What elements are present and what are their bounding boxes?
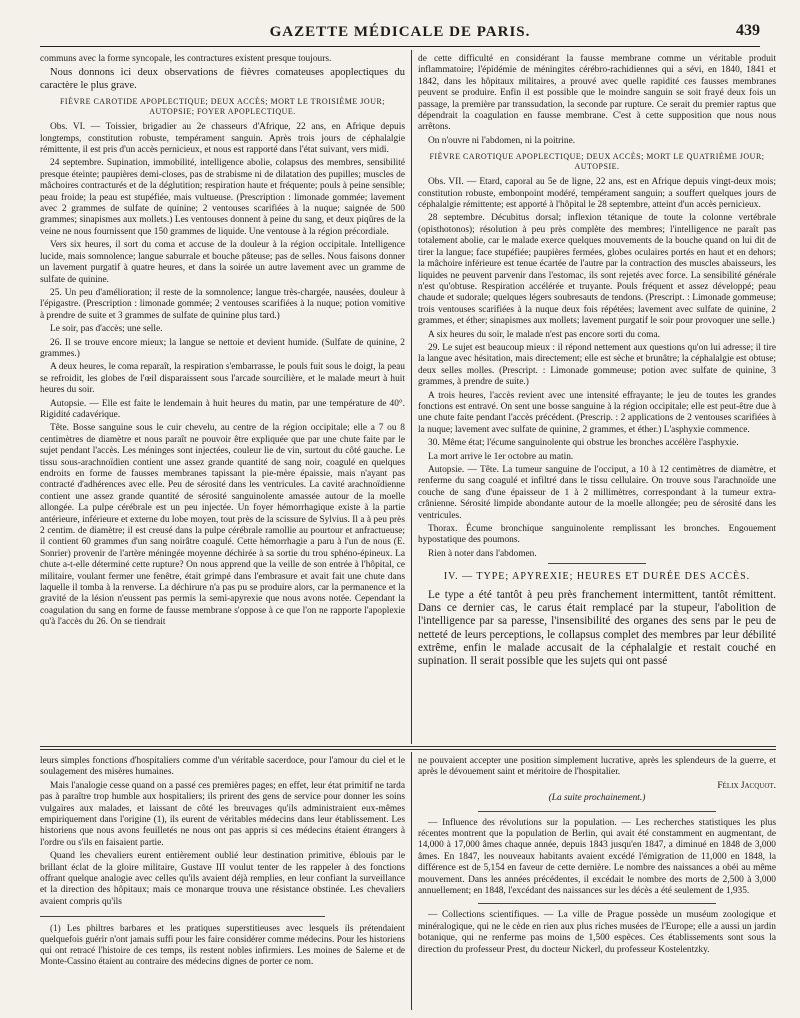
intro-paragraph: Nous donnons ici deux observations de fièvres comateuses apoplectiques du caractère le plus grave. — [40, 67, 405, 91]
paragraph: A trois heures, l'accès revient avec une intensité effrayante; le jeu de toutes les grandes fonctions est entravé. On sent une bosse sanguine à la région occipitale; elle est peut-être due à une chute faite pendant l'accès précédent. (Prescrip. : 2 applications de 2 ventouses scarifiées à la nuque; lavement avec sulfate de quinine, 2 grammes, et éther.) L'asphyxie commence. — [418, 390, 776, 435]
news-item: — Collections scientifiques. — La ville de Prague possède un muséum zoologique et minéralogique, qui ne le cède en rien aux plus riches musées de l'Europe; elle a aussi un jardin botanique, qui ne renferme pas moins de 1,500 espèces. Ces établissements sont sous la direction du professeur Prest, du docteur Nickerl, du professeur Kostelentzky. — [418, 910, 776, 955]
paragraph: 28 septembre. Décubitus dorsal; inflexion tétanique de toute la colonne vertébrale (opisthotonos); résolution à peu près complète des membres; l'intelligence ne paraît pas totalement abolie, car le malade exerce quelques mouvements de la bouche quand on lui dit de tirer la langue; face stupéfiée; paupières fermées, globes oculaires portés en haut et en dehors; la mâchoire inférieure est tenue écartée de l'autre par la contraction des muscles abaisseurs, les liquides ne peuvent parvenir dans l'estomac, ils sont rejetés avec force. La sensibilité générale n'est qu'obtuse. Respiration accélérée et truyante. Pouls fréquent et assez développé; peau chaude et sudorale; quelques légers soubresauts de tendons. (Prescript. : Limonade gommeuse; trois ventouses scarifiées à la nuque deux fois répétées; lavement avec sulfate de quinine, 2 grammes, et éther; sinapismes aux mollets; lavement purgatif le soir pour provoquer une selle.) — [418, 213, 776, 327]
paragraph: 25. Un peu d'amélioration; il reste de la somnolence; langue très-chargée, nausées, douleur à l'épigastre. (Prescription : limonade gommée; 2 ventouses scarifiées à la nuque; potion vomitive à prendre de suite et 3 grammes de sulfate de quinine plus tard.) — [40, 287, 405, 321]
paragraph: leurs simples fonctions d'hospitaliers comme d'un véritable sacerdoce, pour l'amour du ciel et le soulagement des misères humaines. — [40, 756, 405, 778]
paragraph: Autopsie. — Tête. La tumeur sanguine de l'occiput, a 10 à 12 centimètres de diamètre, et renferme du sang coagulé et infiltré dans le tissu cellulaire. On trouve sous l'arachnoïde une couche de sang d'une épaisseur de 1 à 2 millimètres, correspondant à la tumeur extra-crânienne. Sérosité limpide abondante autour de la moelle allongée; peu de sérosité dans les ventricules. — [418, 465, 776, 521]
observation-heading: FIÈVRE CAROTIDE APOPLECTIQUE; DEUX ACCÈS; MORT LE TROISIÈME JOUR; AUTOPSIE; FOYER APOPLECTIQUE. — [59, 97, 386, 117]
paragraph: Vers six heures, il sort du coma et accuse de la douleur à la région occipitale. Intelligence lucide, mais somnolence; langue saburrale et bouche pâteuse; pas de selles. Nous faisons donner un lavement purgatif à quatre heures, et dans la soirée un autre lavement avec un gramme de sulfate de quinine. — [40, 240, 405, 285]
observation-heading: FIÈVRE CAROTIQUE APOPLECTIQUE; DEUX ACCÈS; MORT LE QUATRIÈME JOUR; AUTOPSIE. — [429, 152, 765, 172]
paragraph: Obs. VI. — Toissier, brigadier au 2e chasseurs d'Afrique, 22 ans, en Afrique depuis longtemps, constitution robuste, tempérament sanguin. Après trois jours de céphalalgie rémittente, il est pris d'un accès pernicieux, et nous est rapporté dans l'état suivant, vers midi. — [40, 122, 405, 156]
journal-title: GAZETTE MÉDICALE DE PARIS. — [269, 24, 531, 40]
large-paragraph: Le type a été tantôt à peu près franchement intermittent, tantôt rémittent. Dans ce dernier cas, le carus était remplacé par la stupeur, l'abolition de l'intelligence par sa paresse, l'insensibilité des organes des sens par le peu de netteté de leurs perceptions, le collapsus complet des membres par leur débilité extrême, enfin le malade accusait de la céphalalgie et restait couché en supination. Il serait possible que les sujets qui ont passé — [418, 588, 776, 668]
column-right-lower — [418, 756, 776, 1011]
column-divider-lower — [411, 752, 412, 1010]
paragraph: Thorax. Écume bronchique sanguinolente remplissant les bronches. Engouement hypostatique des poumons. — [418, 524, 776, 546]
footnote-separator — [40, 916, 325, 917]
footnote: (1) Les philtres barbares et les pratiques superstitieuses avec lesquels ils prétendaient quelquefois guérir n'ont jamais suffi pour les faire considérer comme médecins. Pour les historiens qui ont retracé l'histoire de ces temps, ils restent nobles infirmiers. Les moines de Salerne et de Monte-Cassino étaient au contraire des médecins dignes de porter ce nom. — [40, 923, 405, 967]
paragraph: Le soir, pas d'accès; une selle. — [50, 324, 163, 335]
paragraph: 29. Le sujet est beaucoup mieux : il répond nettement aux questions qu'on lui adresse; il tire la langue avec hésitation, mais directement; elle est sèche et brunâtre; la céphalalgie est obtuse; deux selles molles. (Prescript. : Limonade gommeuse; potion avec sulfate de quinine, 3 grammes, à prendre de suite.) — [418, 342, 776, 388]
paragraph: 26. Il se trouve encore mieux; la langue se nettoie et devient humide. (Sulfate de quinine, 2 grammes.) — [40, 337, 405, 359]
paragraph: Mais l'analogie cesse quand on a passé ces premières pages; en effet, leur état primitif ne tarda pas à paraître trop humble aux hospitaliers; ils prirent des gens de service pour donner les soins vulgaires aux malades, et laissant de côté les breuvages qu'ils administraient eux-mêmes empiriquement dans l'origine (1), ils eurent de véritables médecins dans leur établissement. Les historiens que nous avons feuilletés ne nous ont pas appris si ces médecins étaient étrangers à l'ordre ou s'ils en faisaient partie. — [40, 780, 405, 848]
paragraph: Rien à noter dans l'abdomen. — [428, 548, 537, 559]
news-item: — Influence des révolutions sur la population. — Les recherches statistiques les plus récentes montrent que la population de Berlin, qui avait été constamment en augmentant, de 14,000 à 17,000 âmes chaque année, depuis 1843 jusqu'en 1847, a diminué en 1848 de 3,000 âmes. En 1847, les nouveaux habitants avaient excédé l'émigration de 11,000 en 1848, la différence est de 5,154 en faveur de cette dernière. Le nombre des naissances a obéi au même mouvement. Dans les années précédentes, il excédait le nombre des morts de 2,500 à 3,000 annuellement; en 1848, l'excédant des naissances sur les décès a été seulement de 1,935. — [418, 817, 776, 897]
paragraph: Quand les chevaliers eurent entièrement oublié leur destination primitive, éblouis par le brillant éclat de la gloire militaire, Gustave III voulut tenter de les rappeler à des fonctions offrant quelque analogie avec celles qu'ils avaient déjà remplies, en leur confiant la surveillance et la direction des hôpitaux; mais ce monarque trouva une résistance obstinée. Les chevaliers avaient compris qu'ils — [40, 851, 405, 907]
paragraph: A deux heures, le coma reparaît, la respiration s'embarrasse, le pouls fuit sous le doigt, la peau se refroidit, les globes de l'œil disparaissent sous l'arcade sourcilière, et le malade meurt à huit heures du soir. — [40, 362, 405, 396]
section-separator — [548, 563, 646, 564]
paragraph: A six heures du soir, le malade n'est pas encore sorti du coma. — [428, 329, 660, 340]
paragraph: 24 septembre. Supination, immobilité, intelligence abolie, colapsus des membres, sensibilité presque éteinte; paupières demi-closes, pas de strabisme ni de dilatation des pupilles; muscles de mâchoires contracturés et de la déglutition; respiration haute et fréquente; pouls à peine sensible; peau froide; la peau est stupéfiée, mais vultueuse. (Prescription : limonade gommée; lavement avec 2 grammes de sulfate de quinine; 2 ventouses scarifiées à la nuque; saignée de 500 grammes; sinapismes aux mollets.) Les ventouses donnent à peine du sang, et deux piqûres de la veine ne nous fournissent que 150 grammes de liquide. Une ventouse à la région précordiale. — [40, 158, 405, 237]
article-separator — [478, 811, 716, 812]
paragraph: La mort arrive le 1er octobre au matin. — [428, 451, 574, 462]
column-left-lower — [40, 756, 405, 1011]
page-header — [40, 20, 760, 47]
paragraph: Obs. VII. — Etard, caporal au 5e de ligne, 22 ans, est en Afrique depuis vingt-deux mois; constitution robuste, embonpoint modéré, tempérament sanguin; a souffert quelques jours de céphalalgie rémittente; est apporté à l'hôpital le 28 septembre, atteint d'un accès pernicieux. — [418, 177, 776, 211]
paragraph: 30. Même état; l'écume sanguinolente qui obstrue les bronches accélère l'asphyxie. — [428, 438, 739, 449]
column-left-upper — [40, 54, 405, 742]
paragraph: Tête. Bosse sanguine sous le cuir chevelu, au centre de la région occipitale; elle a 7 ou 8 centimètres de diamètre et nous paraît ne pouvoir être expliquée que par une chute faite par le sujet pendant l'accès. Les méninges sont injectées, couleur lie de vin, surtout du côté gauche. Le tissu sous-arachnoïdien contient une assez grande quantité de sang noir, coagulé en quelques endroits en forme de fausses membranes tapissant la pie-mère épaissie, mais n'ayant pas contracté d'adhérences avec elle. Peu de sérosité dans les ventricules. La cavité arachnoïdienne contient une assez grande quantité de sérosité sanguinolente amassée autour de la moelle allongée. La pulpe cérébrale est un peu injectée. Un foyer hémorrhagique existe à la partie antérieure, inférieure et externe du lobe moyen, tout près de la scissure de Sylvius. Il a à peu près 2 centim. de diamètre; il est creusé dans la pulpe cérébrale ramollie au pourtour et anfractueuse; il contient 60 grammes d'un sang noirâtre coagulé. Cette hémorrhagie a paru à l'un de nous (E. Sonrier) provenir de l'artère méningée moyenne déchirée à sa sortie du trou sphéno-épineux. La chute a-t-elle déterminé cette rupture? On nous apprend que la veille de son entrée à l'hôpital, ce militaire, voulant fermer une fenêtre, était grimpé dans l'embrasure et avait fait une chute dans laquelle il tomba à la renverse. La déchirure n'a pas pu se produire alors, car la permanence et la gravité de la lésion n'eussent pas permis la semi-apyrexie que nous avons notée. Cependant la coagulation du sang en forme de fausse membrane s'oppose à ce que l'on ne rapporte l'apoplexie qu'à l'accès du 26. On se tiendrait — [40, 423, 405, 628]
author-signature: Félix Jacquot. — [717, 780, 776, 791]
paragraph: communs avec la forme syncopale, les contractures existent presque toujours. — [40, 54, 332, 64]
horizontal-divider — [40, 746, 776, 750]
paragraph: On n'ouvre ni l'abdomen, ni la poitrine. — [428, 135, 576, 146]
page-number: 439 — [736, 22, 760, 39]
section-heading: IV. — TYPE; APYREXIE; HEURES ET DURÉE DES ACCÈS. — [443, 571, 751, 583]
paragraph: Autopsie. — Elle est faite le lendemain à huit heures du matin, par une température de 40°. Rigidité cadavérique. — [40, 398, 405, 420]
column-right-upper — [418, 54, 776, 742]
paragraph: de cette difficulté en considérant la fausse membrane comme un véritable produit inflammatoire; l'épidémie de méningites cérébro-rachidiennes qui a sévi, en 1840, 1841 et 1842, dans les hôpitaux militaires, a prouvé avec quelle rapidité ces fausses membranes peuvent se produire. Enfin il est possible que le moindre sanguin se soit frayé deux fois un passage, la première par transsudation, la seconde par rupture. Ce serait du premier raptus que dépendrait la coagulation en fausse membrane. C'est à cette supposition que nous nous arrêtons. — [418, 54, 776, 133]
continuation-note: (La suite prochainement.) — [548, 793, 646, 804]
paragraph: ne pouvaient accepter une position simplement lucrative, après les splendeurs de la guerre, et après le dévouement saint et méritoire de l'hospitalier. — [418, 756, 776, 778]
column-divider — [411, 50, 412, 744]
article-separator — [478, 903, 716, 904]
